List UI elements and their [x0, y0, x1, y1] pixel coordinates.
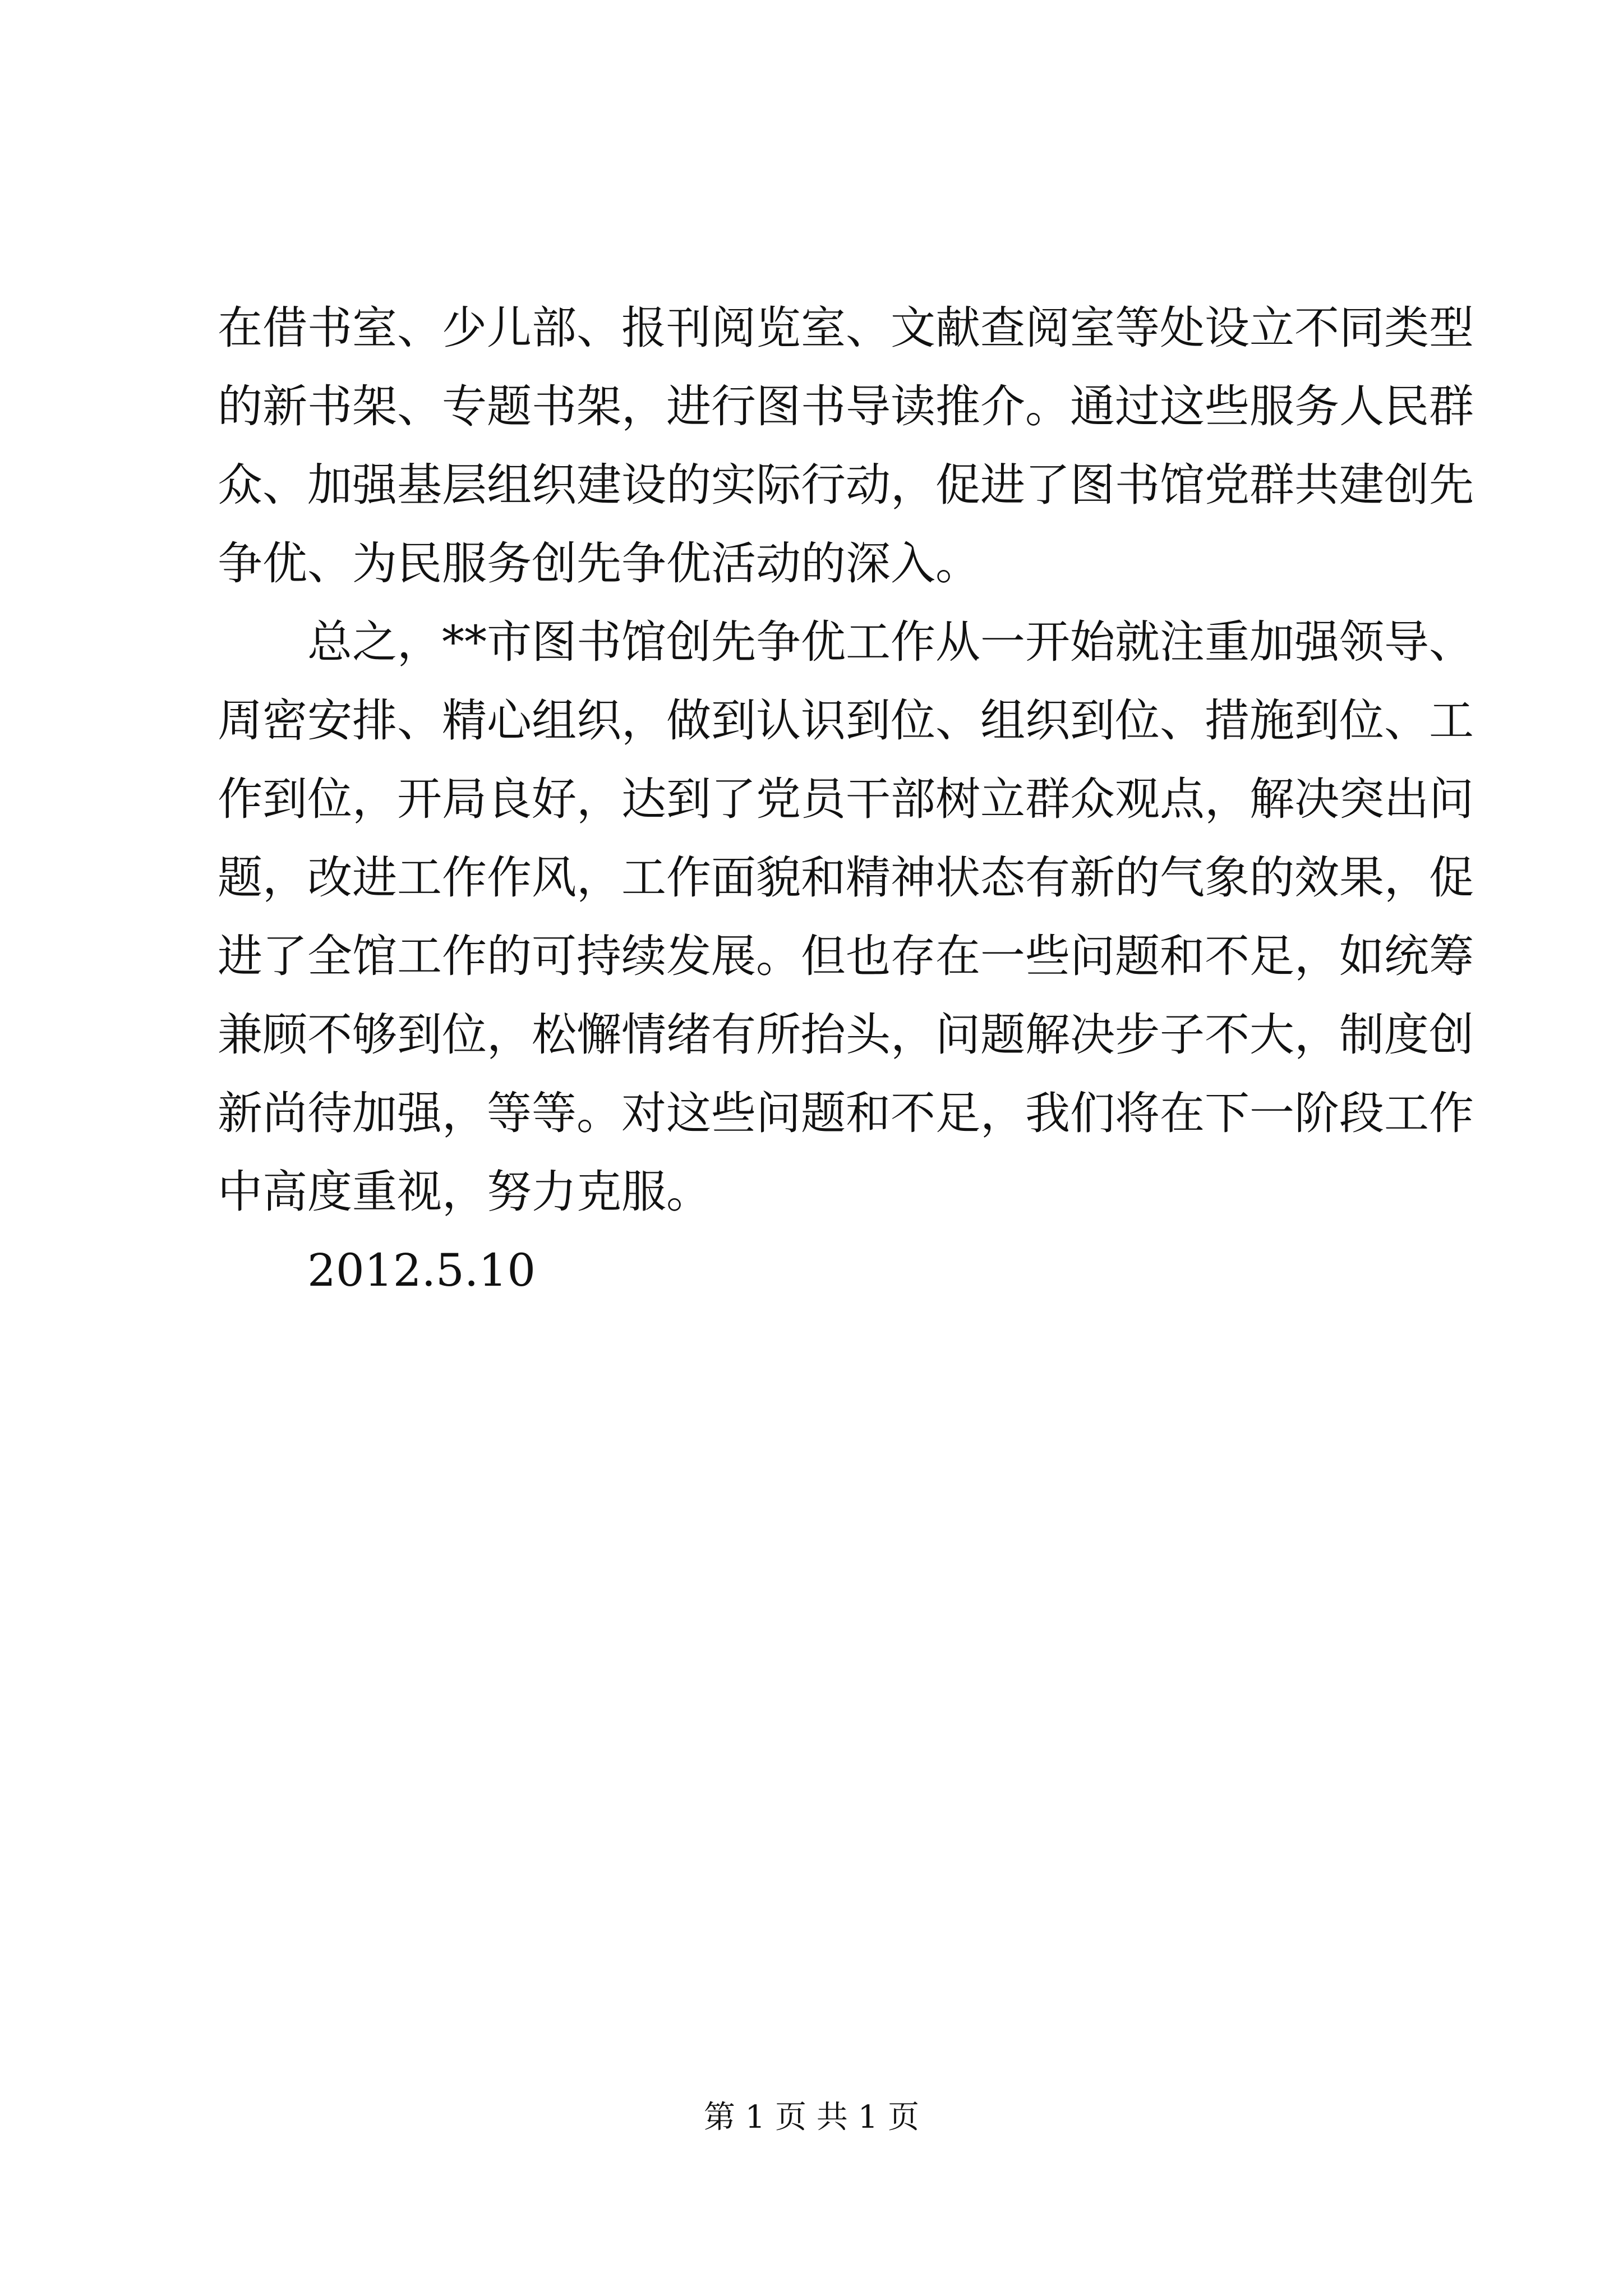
page-footer: 第 1 页 共 1 页: [703, 2099, 920, 2136]
paragraph-1-line-2: 的新书架、专题书架，进行图书导读推介。通过这些服务人民群: [218, 380, 1474, 432]
paragraph-1-line-3: 众、加强基层组织建设的实际行动，促进了图书馆党群共建创先: [218, 459, 1474, 511]
paragraph-2-line-1: 总之，**市图书馆创先争优工作从一开始就注重加强领导、: [307, 616, 1474, 668]
paragraph-1-line-4: 争优、为民服务创先争优活动的深入。: [218, 537, 980, 590]
paragraph-2-line-7: 新尚待加强，等等。对这些问题和不足，我们将在下一阶段工作: [218, 1087, 1474, 1139]
paragraph-2-line-6: 兼顾不够到位，松懈情绪有所抬头，问题解决步子不大，制度创: [218, 1009, 1474, 1061]
document-date: 2012.5.10: [307, 1244, 536, 1296]
paragraph-2-line-2: 周密安排、精心组织，做到认识到位、组织到位、措施到位、工: [218, 694, 1474, 747]
paragraph-2-line-3: 作到位，开局良好，达到了党员干部树立群众观点，解决突出问: [218, 773, 1474, 825]
paragraph-2-line-5: 进了全馆工作的可持续发展。但也存在一些问题和不足，如统筹: [218, 930, 1474, 982]
paragraph-1-line-1: 在借书室、少儿部、报刊阅览室、文献查阅室等处设立不同类型: [218, 302, 1474, 354]
paragraph-2-line-4: 题，改进工作作风，工作面貌和精神状态有新的气象的效果，促: [218, 852, 1474, 904]
paragraph-2-line-8: 中高度重视，努力克服。: [218, 1166, 711, 1218]
